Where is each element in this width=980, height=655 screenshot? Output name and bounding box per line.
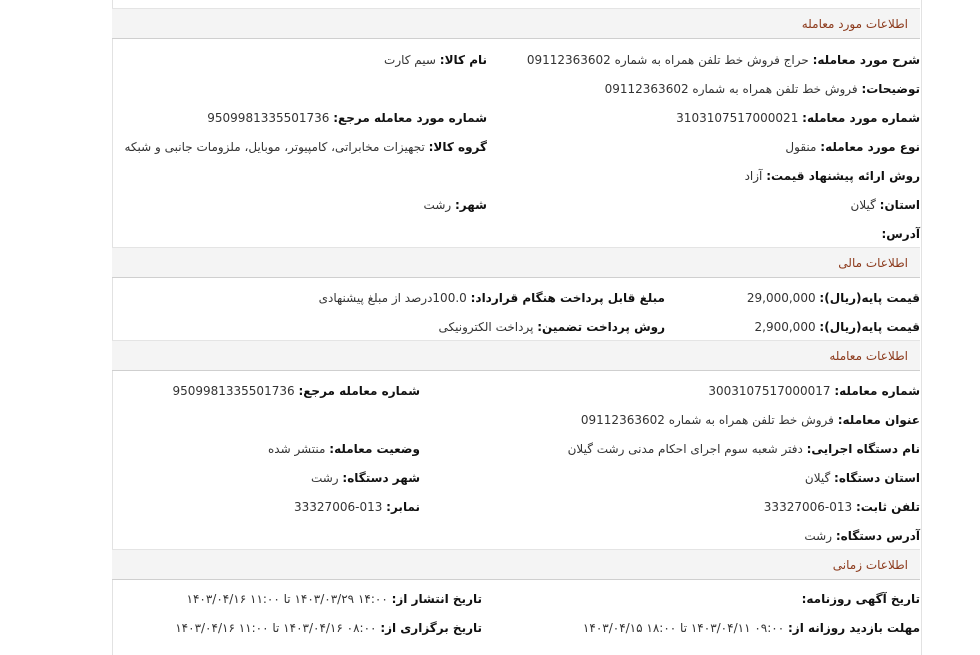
org-province-value: گیلان [804, 471, 831, 485]
divider [112, 38, 920, 39]
guarantee-method-value: پرداخت الکترونیکی [438, 320, 534, 334]
executor-value: دفتر شعبه سوم اجرای احکام مدنی رشت گیلان [567, 442, 803, 456]
publish-date-label: تاریخ انتشار از: [391, 592, 482, 606]
base-price-row [747, 291, 920, 305]
org-phone-label: تلفن ثابت: [855, 500, 920, 514]
hold-date-row [175, 621, 482, 635]
visit-deadline-row [583, 621, 920, 635]
offer-method-label: روش ارائه پیشنهاد قیمت: [766, 169, 920, 183]
deal-ref-value: 9509981335501736 [172, 384, 295, 398]
goods-name-label: نام کالا: [439, 53, 487, 67]
item-notes-label: توضیحات: [861, 82, 920, 96]
org-city-label: شهر دستگاه: [342, 471, 420, 485]
goods-group-label: گروه کالا: [428, 140, 487, 154]
payable-row [319, 291, 665, 305]
executor-label: نام دستگاه اجرایی: [806, 442, 920, 456]
org-phone-row [764, 500, 920, 514]
goods-name-row [384, 53, 487, 67]
org-fax-value: 013-33327006 [294, 500, 383, 514]
org-address-label: آدرس دستگاه: [835, 529, 920, 543]
deal-number-label: شماره معامله: [834, 384, 920, 398]
guarantee-amount-row [755, 320, 920, 334]
item-number-label: شماره مورد معامله: [802, 111, 920, 125]
section-title: اطلاعات معامله [829, 349, 908, 363]
section-header-item [112, 8, 920, 39]
divider [112, 370, 920, 371]
executor-row [568, 442, 920, 456]
section-title: اطلاعات مورد معامله [801, 17, 908, 31]
divider [112, 579, 920, 580]
org-fax-label: نمابر: [386, 500, 420, 514]
item-ref-number-row [207, 111, 487, 125]
item-province-label: استان: [879, 198, 920, 212]
item-description-label: شرح مورد معامله: [812, 53, 920, 67]
org-phone-value: 013-33327006 [763, 500, 853, 514]
deal-number-row [708, 384, 920, 398]
hold-date-value: ۰۸:۰۰ ۱۴۰۳/۰۴/۱۶ تا ۱۱:۰۰ ۱۴۰۳/۰۴/۱۶ [175, 621, 377, 635]
item-number-value: 3103107517000021 [676, 111, 799, 125]
item-description-row [527, 53, 920, 67]
org-address-value: رشت [804, 529, 833, 543]
newspaper-date-row [802, 592, 920, 606]
offer-method-row [745, 169, 920, 183]
item-notes-row [605, 82, 920, 96]
divider [112, 277, 920, 278]
item-type-row [785, 140, 920, 154]
base-price-label: قیمت پایه(ریال): [819, 291, 920, 305]
newspaper-date-label: تاریخ آگهی روزنامه: [801, 592, 920, 606]
deal-title-value: فروش خط تلفن همراه به شماره 09112363602 [580, 413, 834, 427]
payable-value: 100.0درصد از مبلغ پیشنهادی [318, 291, 467, 305]
item-city-label: شهر: [455, 198, 487, 212]
org-fax-row [294, 500, 420, 514]
hold-date-label: تاریخ برگزاری از: [380, 621, 482, 635]
item-ref-number-value: 9509981335501736 [207, 111, 330, 125]
org-city-row [311, 471, 420, 485]
item-ref-number-label: شماره مورد معامله مرجع: [333, 111, 487, 125]
section-header-time [112, 549, 920, 580]
item-province-value: گیلان [850, 198, 876, 212]
goods-group-value: تجهیزات مخابراتی، کامپیوتر، موبایل، ملزومات جانبی و شبکه [124, 140, 425, 154]
visit-deadline-label: مهلت بازدید روزانه از: [788, 621, 920, 635]
item-address-row [881, 227, 920, 241]
item-notes-value: فروش خط تلفن همراه به شماره 09112363602 [604, 82, 858, 96]
goods-group-row [124, 140, 487, 154]
deal-status-row [268, 442, 420, 456]
deal-title-row [581, 413, 920, 427]
item-type-value: منقول [785, 140, 817, 154]
item-description-value: حراج فروش خط تلفن همراه به شماره 09112363602 [526, 53, 809, 67]
payable-label: مبلغ قابل پرداخت هنگام قرارداد: [470, 291, 665, 305]
deal-ref-label: شماره معامله مرجع: [298, 384, 420, 398]
guarantee-amount-value: 2,900,000 [754, 320, 816, 334]
item-address-label: آدرس: [881, 227, 920, 241]
section-header-deal [112, 340, 920, 371]
deal-status-label: وضعیت معامله: [329, 442, 420, 456]
deal-ref-row [172, 384, 420, 398]
item-number-row [676, 111, 920, 125]
item-province-row [851, 198, 921, 212]
offer-method-value: آزاد [744, 169, 763, 183]
guarantee-amount-label: قیمت پایه(ریال): [819, 320, 920, 334]
goods-name-value: سیم کارت [384, 53, 436, 67]
deal-title-label: عنوان معامله: [837, 413, 920, 427]
item-type-label: نوع مورد معامله: [820, 140, 920, 154]
visit-deadline-value: ۰۹:۰۰ ۱۴۰۳/۰۴/۱۱ تا ۱۸:۰۰ ۱۴۰۳/۰۴/۱۵ [582, 621, 785, 635]
deal-number-value: 3003107517000017 [708, 384, 831, 398]
org-city-value: رشت [310, 471, 339, 485]
deal-status-value: منتشر شده [267, 442, 326, 456]
org-province-row [805, 471, 920, 485]
guarantee-method-row [439, 320, 665, 334]
section-title: اطلاعات زمانی [832, 558, 908, 572]
org-province-label: استان دستگاه: [834, 471, 920, 485]
publish-date-row [187, 592, 482, 606]
item-city-row [424, 198, 487, 212]
org-address-row [804, 529, 920, 543]
base-price-value: 29,000,000 [746, 291, 816, 305]
guarantee-method-label: روش پرداخت تضمین: [537, 320, 665, 334]
item-city-value: رشت [423, 198, 452, 212]
publish-date-value: ۱۴:۰۰ ۱۴۰۳/۰۳/۲۹ تا ۱۱:۰۰ ۱۴۰۳/۰۴/۱۶ [186, 592, 388, 606]
section-header-financial [112, 247, 920, 278]
section-title: اطلاعات مالی [838, 256, 908, 270]
